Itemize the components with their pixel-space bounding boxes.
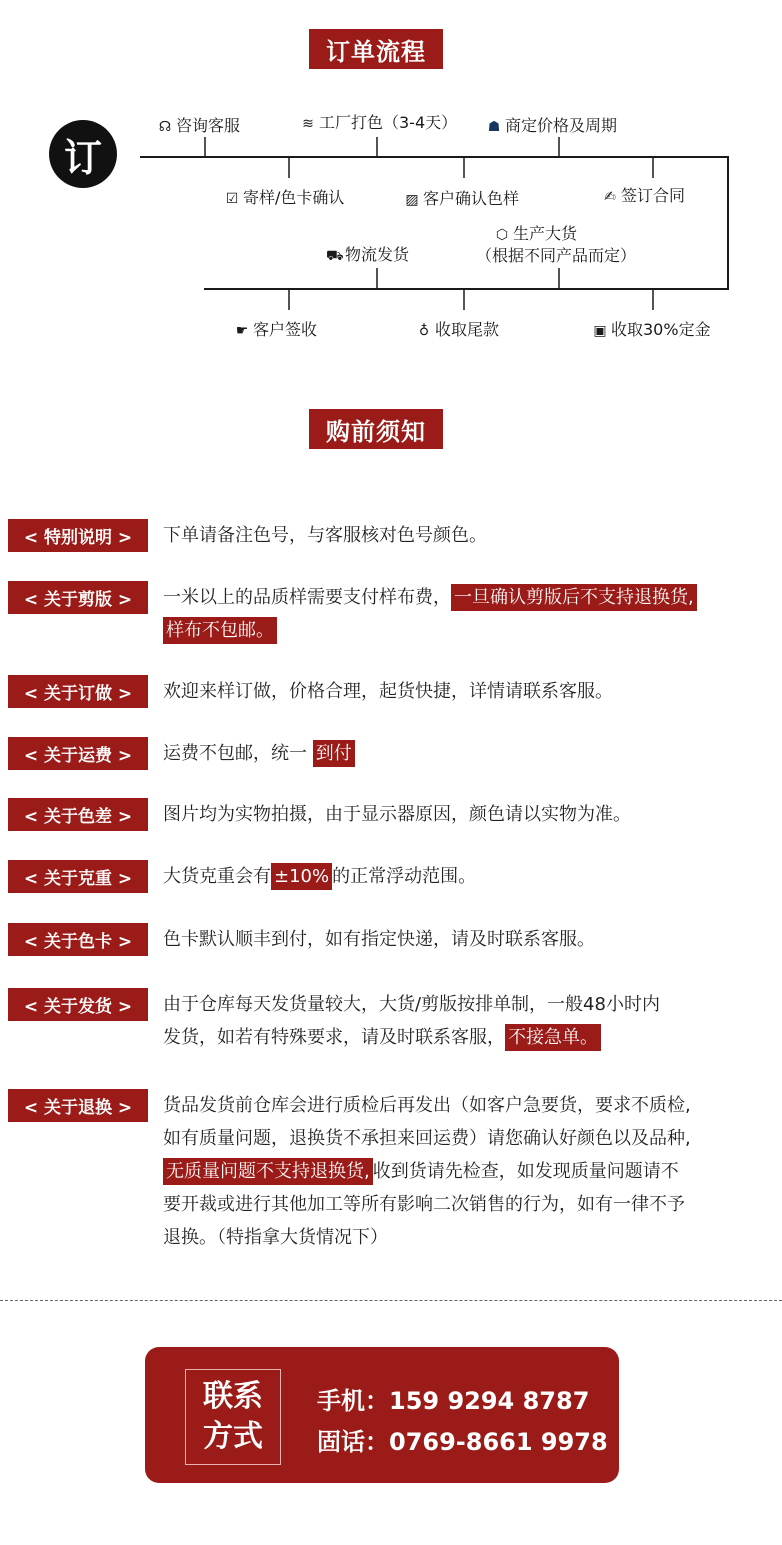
notice-text-segment: 运费不包邮，统一 (163, 743, 313, 764)
contact-heading-box (185, 1369, 281, 1465)
highlight-text: 到付 (313, 740, 355, 767)
notice-text (163, 519, 753, 552)
notice-text-segment: 一米以上的品质样需要支付样布费， (163, 587, 451, 608)
payment-icon: ▣ (593, 323, 607, 339)
notice-text-segment: 发货，如若有特殊要求，请及时联系客服， (163, 1027, 505, 1048)
step-sign-contract: ✍ 签订合同 (602, 183, 685, 206)
step-negotiate: ☗ 商定价格及周期 (487, 116, 618, 135)
step-consult: ☊ 咨询客服 (158, 116, 241, 135)
highlight-text: 样布不包邮。 (163, 617, 277, 644)
notice-text-segment: 如有质量问题，退换货不承担来回运费）请您确认好颜色以及品种, (163, 1128, 691, 1149)
swatch-icon: ▨ (405, 192, 419, 208)
box-icon: ⬡ (495, 227, 509, 243)
notice-text-segment: 收到货请先检查，如发现质量问题请不 (372, 1161, 679, 1182)
headset-icon: ☊ (158, 119, 172, 135)
step-customer-color-confirm: ▨ 客户确认色样 (405, 189, 520, 208)
step-mass-production-note: （根据不同产品而定） (476, 246, 637, 265)
notice-text-segment: 色卡默认顺丰到付，如有指定快递，请及时联系客服。 (163, 929, 595, 950)
contact-mobile: 手机：159 9294 8787 (317, 1387, 590, 1415)
order-circle-badge: 订 (49, 120, 117, 188)
notice-text-segment: 的正常浮动范围。 (332, 866, 477, 887)
step-sample-confirm: ☑ 寄样/色卡确认 (225, 188, 345, 207)
notice-label: < 关于运费 > (8, 737, 148, 770)
notice-text (163, 860, 753, 893)
highlight-text: 无质量问题不支持退换货, (163, 1158, 373, 1185)
notice-text-segment: 欢迎来样订做，价格合理，起货快捷，详情请联系客服。 (163, 681, 613, 702)
money-bag-icon: ♁ (418, 323, 430, 339)
notice-text (163, 675, 753, 708)
contact-heading-line1: 联系 (203, 1379, 263, 1414)
step-factory-color: ≋ 工厂打色（3-4天） (300, 110, 457, 133)
notice-label: < 关于退换 > (8, 1089, 148, 1122)
contact-heading-line2: 方式 (203, 1419, 263, 1454)
notice-text (163, 988, 753, 1054)
step-mass-production: ⬡ 生产大货 (495, 224, 578, 243)
notice-title: 购前须知 (309, 409, 443, 449)
highlight-text: ±10% (271, 863, 332, 890)
divider (0, 1300, 782, 1301)
notice-text-segment: 货品发货前仓库会进行质检后再发出（如客户急要货，要求不质检, (163, 1095, 691, 1116)
notice-text (163, 798, 753, 831)
notice-label: < 关于发货 > (8, 988, 148, 1021)
chat-icon: ☗ (487, 119, 501, 135)
notice-text (163, 581, 753, 647)
notice-text-segment: 下单请备注色号，与客服核对色号颜色。 (163, 525, 487, 546)
notice-text-segment: 退换。（特指拿大货情况下） (163, 1227, 388, 1248)
notice-text-segment: 要开裁或进行其他加工等所有影响二次销售的行为，如有一律不予 (163, 1194, 685, 1215)
highlight-text: 一旦确认剪版后不支持退换货, (451, 584, 697, 611)
highlight-text: 不接急单。 (505, 1024, 601, 1051)
notice-text-segment: 图片均为实物拍摄，由于显示器原因，颜色请以实物为准。 (163, 804, 631, 825)
step-logistics: ⛟物流发货 (326, 245, 410, 264)
notice-text (163, 1089, 753, 1254)
notice-text (163, 737, 753, 770)
step-deposit: ▣ 收取30%定金 (593, 320, 711, 339)
order-flow-title: 订单流程 (309, 29, 443, 69)
notice-text-segment: 由于仓库每天发货量较大，大货/剪版按排单制，一般48小时内 (163, 994, 660, 1015)
flow-diagram-lines (0, 0, 782, 360)
step-customer-receive: ☛ 客户签收 (235, 320, 318, 339)
truck-icon: ⛟ (326, 248, 344, 264)
step-final-payment: ♁ 收取尾款 (416, 317, 499, 340)
checkbox-icon: ☑ (225, 191, 239, 207)
layers-icon: ≋ (302, 116, 314, 132)
notice-label: < 特别说明 > (8, 519, 148, 552)
contract-icon: ✍ (604, 189, 616, 205)
notice-text-segment: 大货克重会有 (163, 866, 271, 887)
notice-label: < 关于克重 > (8, 860, 148, 893)
contact-card (145, 1347, 619, 1483)
contact-phone: 固话：0769-8661 9978 (317, 1428, 608, 1456)
hand-receive-icon: ☛ (235, 323, 249, 339)
notice-label: < 关于剪版 > (8, 581, 148, 614)
notice-label: < 关于订做 > (8, 675, 148, 708)
notice-text (163, 923, 753, 956)
notice-label: < 关于色差 > (8, 798, 148, 831)
notice-label: < 关于色卡 > (8, 923, 148, 956)
